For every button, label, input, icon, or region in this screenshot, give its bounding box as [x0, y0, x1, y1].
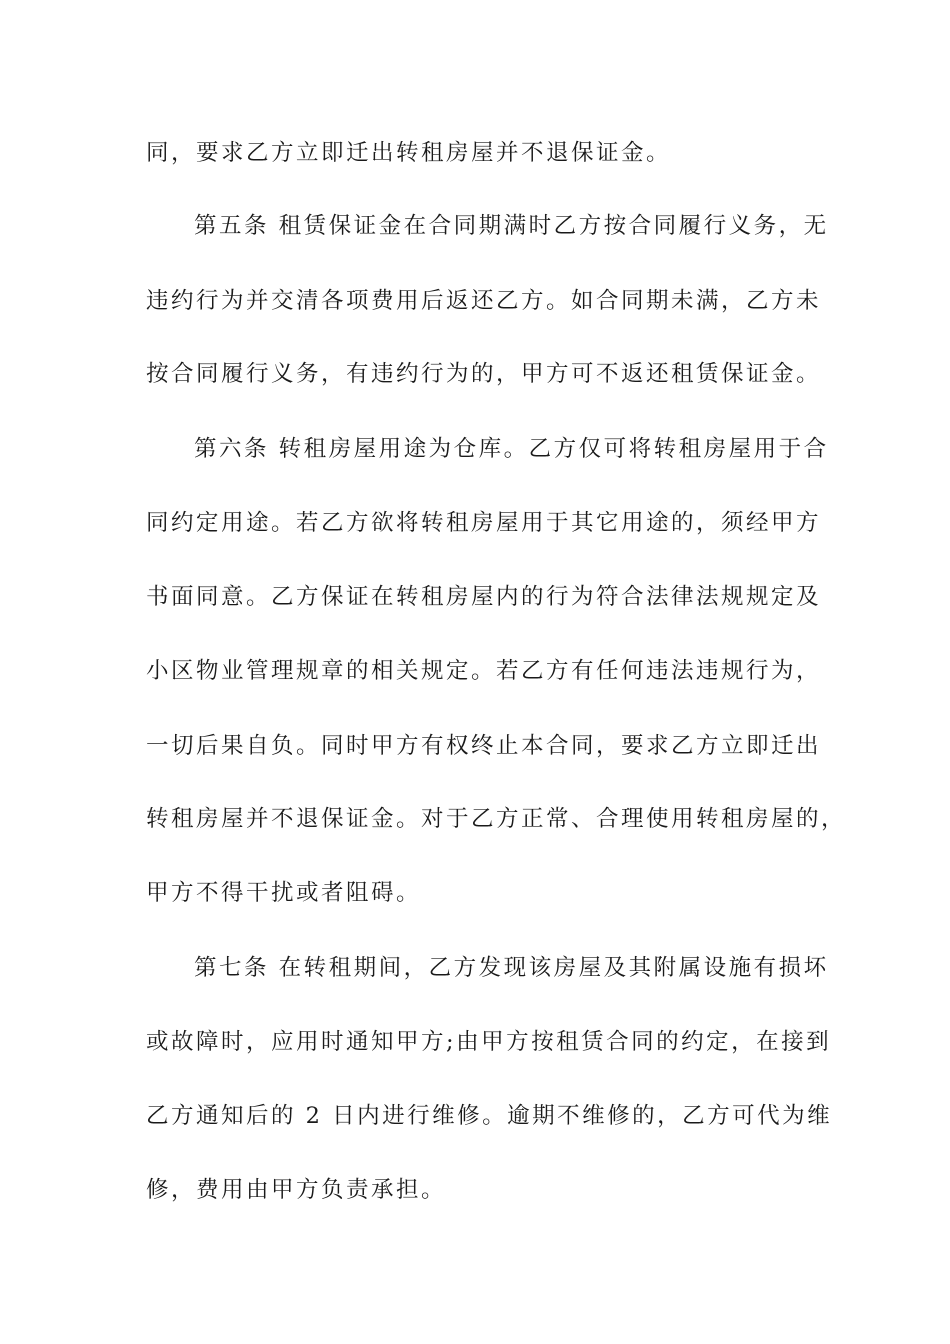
text-line: 同约定用途。若乙方欲将转租房屋用于其它用途的，须经甲方 — [146, 510, 822, 536]
text-line: 小区物业管理规章的相关规定。若乙方有任何违法违规行为， — [146, 658, 822, 684]
text-line: 书面同意。乙方保证在转租房屋内的行为符合法律法规规定及 — [146, 584, 822, 610]
article-6-heading-line: 第六条 转租房屋用途为仓库。乙方仅可将转租房屋用于合 — [194, 436, 829, 462]
text-line: 按合同履行义务，有违约行为的，甲方可不返还租赁保证金。 — [146, 361, 822, 387]
article-7-heading-line: 第七条 在转租期间，乙方发现该房屋及其附属设施有损坏 — [194, 955, 829, 981]
text-line: 同，要求乙方立即迁出转租房屋并不退保证金。 — [146, 140, 672, 166]
article-5-heading-line: 第五条 租赁保证金在合同期满时乙方按合同履行义务，无 — [194, 213, 829, 239]
text-line: 修，费用由甲方负责承担。 — [146, 1177, 447, 1203]
text-line: 违约行为并交清各项费用后返还乙方。如合同期未满，乙方未 — [146, 288, 822, 314]
text-line: 转租房屋并不退保证金。对于乙方正常、合理使用转租房屋的， — [146, 806, 847, 832]
text-line: 一切后果自负。同时甲方有权终止本合同，要求乙方立即迁出 — [146, 733, 822, 759]
text-line: 或故障时，应用时通知甲方;由甲方按租赁合同的约定，在接到 — [146, 1029, 832, 1055]
text-line: 甲方不得干扰或者阻碍。 — [146, 880, 422, 906]
text-line: 乙方通知后的 2 日内进行维修。逾期不维修的，乙方可代为维 — [146, 1103, 833, 1129]
